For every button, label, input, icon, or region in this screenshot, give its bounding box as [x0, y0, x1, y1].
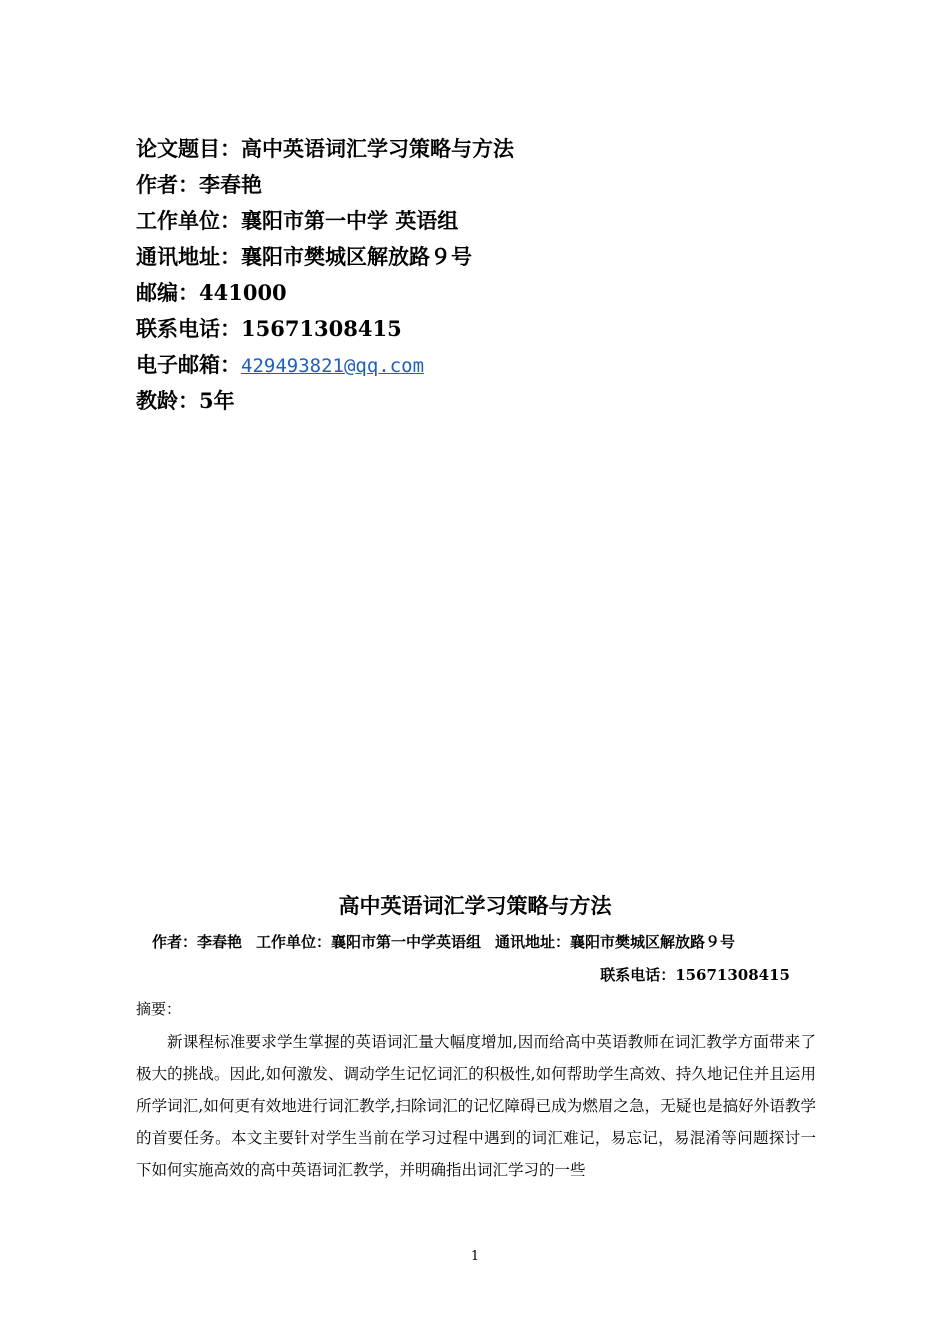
thesis-title-label: 论文题目：	[136, 136, 241, 161]
author-label: 作者：	[136, 172, 199, 197]
article-byline	[152, 929, 749, 955]
email-line	[136, 347, 514, 383]
address-value: 襄阳市樊城区解放路９号	[241, 244, 472, 269]
abstract-paragraph: 新课程标准要求学生掌握的英语词汇量大幅度增加,因而给高中英语教师在词汇教学方面带来了极大的挑战。因此,如何激发、调动学生记忆词汇的积极性,如何帮助学生高效、持久地记住并且运用所学词汇,如何更有效地进行词汇教学,扫除词汇的记忆障碍已成为燃眉之急，无疑也是搞好外语教学的首要任务。本文主要针对学生当前在学习过程中遇到的词汇难记，易忘记，易混淆等问题探讨一下如何实施高效的高中英语词汇教学，并明确指出词汇学习的一些	[136, 1033, 816, 1179]
email-label: 电子邮箱：	[136, 352, 241, 377]
teaching-age-line	[136, 383, 514, 419]
postcode-line	[136, 275, 514, 311]
workplace-label: 工作单位：	[136, 208, 241, 233]
abstract-label: 摘要：	[136, 1000, 182, 1018]
email-link[interactable]: 429493821@qq.com	[241, 355, 425, 377]
article-title: 高中英语词汇学习策略与方法	[338, 893, 612, 918]
cover-info-block	[136, 131, 514, 419]
author-value: 李春艳	[199, 172, 262, 197]
address-label: 通讯地址：	[136, 244, 241, 269]
thesis-title-line	[136, 131, 514, 167]
byline-address: 通讯地址：襄阳市樊城区解放路９号	[495, 933, 736, 951]
phone-value: 15671308415	[241, 316, 402, 341]
teaching-age-value: 5年	[199, 388, 235, 413]
page-number: 1	[470, 1249, 480, 1264]
phone-line	[136, 311, 514, 347]
byline-workplace: 工作单位：襄阳市第一中学英语组	[256, 933, 482, 951]
phone-label: 联系电话：	[136, 316, 241, 341]
workplace-line	[136, 203, 514, 239]
postcode-value: 441000	[199, 280, 287, 305]
thesis-title-value: 高中英语词汇学习策略与方法	[241, 136, 514, 161]
byline-author: 作者：李春艳	[152, 933, 243, 951]
author-line	[136, 167, 514, 203]
address-line	[136, 239, 514, 275]
byline-phone: 联系电话：15671308415	[600, 966, 790, 984]
teaching-age-label: 教龄：	[136, 388, 199, 413]
postcode-label: 邮编：	[136, 280, 199, 305]
workplace-value: 襄阳市第一中学 英语组	[241, 208, 459, 233]
